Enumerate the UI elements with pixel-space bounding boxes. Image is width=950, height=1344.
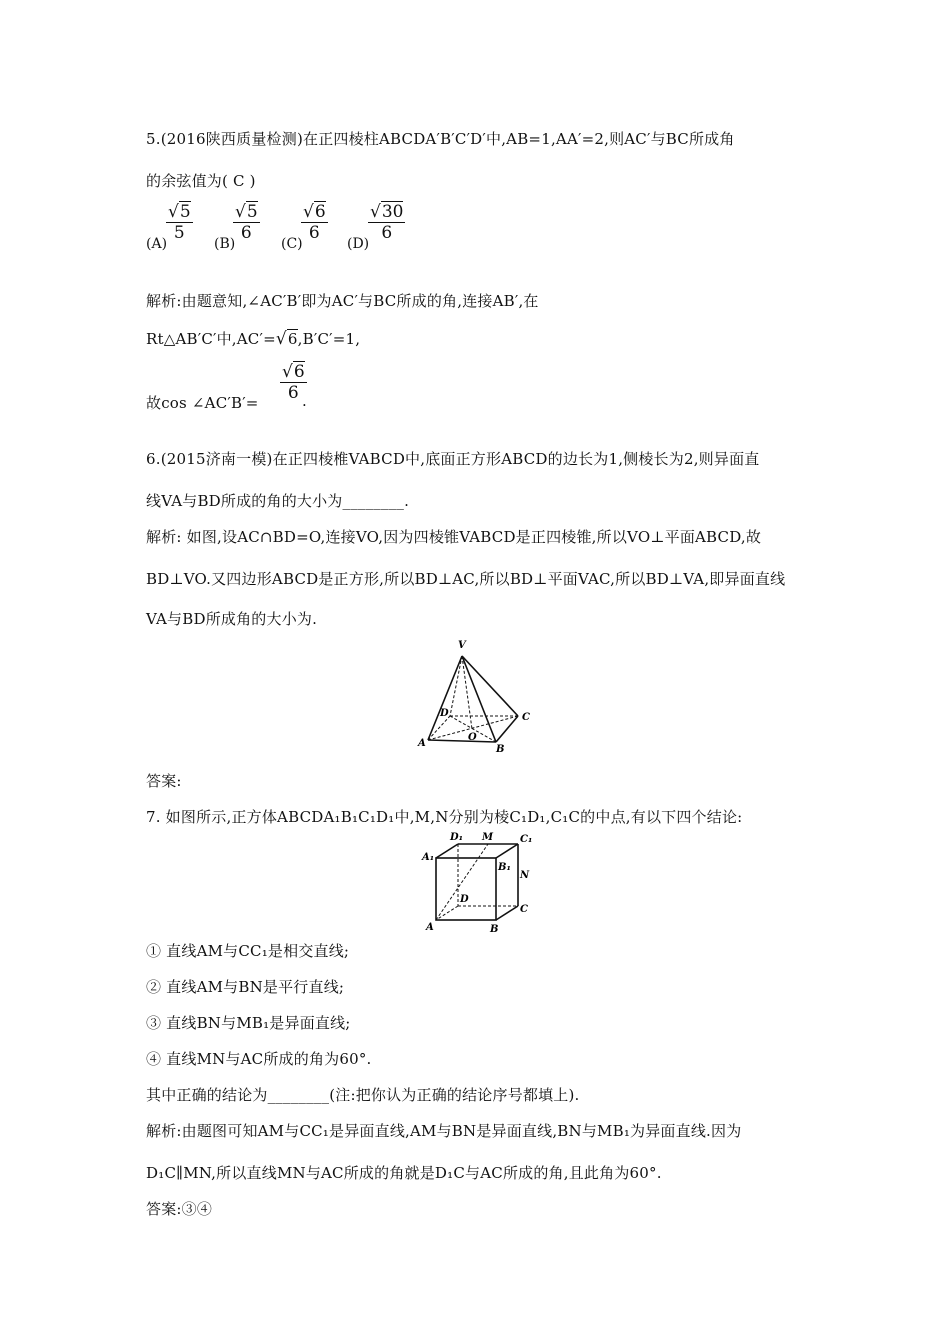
q7-fill-blank: 其中正确的结论为________(注:把你认为正确的结论序号都填上).	[146, 1086, 580, 1104]
q5-stem-line1: 5.(2016陕西质量检测)在正四棱柱ABCDA′B′C′D′中,AB=1,AA′=2,则AC′与BC所成角	[146, 130, 735, 148]
q6-answer: 答案:	[146, 772, 182, 790]
q7-solution-line2: D₁C∥MN,所以直线MN与AC所成的角就是D₁C与AC所成的角,且此角为60°.	[146, 1164, 662, 1182]
vertex-v-label: V	[458, 640, 466, 651]
cube-d1-label: D₁	[450, 832, 464, 843]
pyramid-figure	[410, 636, 540, 752]
q6-solution-line3: VA与BD所成角的大小为.	[146, 610, 318, 628]
q7-solution-line1: 解析:由题图可知AM与CC₁是异面直线,AM与BN是异面直线,BN与MB₁为异面直线.因为	[146, 1122, 742, 1140]
q7-statement-1: ① 直线AM与CC₁是相交直线;	[146, 942, 350, 960]
cube-d-label: D	[460, 894, 469, 905]
q7-statement-2: ② 直线AM与BN是平行直线;	[146, 978, 345, 996]
option-b-label: (B)	[214, 236, 236, 252]
q5-solution-period: .	[302, 392, 307, 410]
q5-solution-line3: 故cos ∠AC′B′=	[146, 394, 259, 412]
cube-figure	[420, 830, 540, 938]
option-a-label: (A)	[146, 236, 168, 252]
option-c-fraction: $\frac{√6}{6}$	[303, 202, 326, 243]
q7-statement-4: ④ 直线MN与AC所成的角为60°.	[146, 1050, 372, 1068]
option-d-fraction: $\frac{√30}{6}$	[370, 202, 404, 243]
q6-stem-line2: 线VA与BD所成的角的大小为________.	[146, 492, 410, 510]
q5-solution-fraction: $\frac{√6}{6}$	[282, 362, 305, 403]
q7-stem: 7. 如图所示,正方体ABCDA₁B₁C₁D₁中,M,N分别为棱C₁D₁,C₁C的中点,有以下四个结论:	[146, 808, 743, 826]
cube-c-label: C	[520, 904, 528, 915]
q7-answer: 答案:③④	[146, 1200, 213, 1218]
point-o-label: O	[468, 732, 477, 743]
option-d-label: (D)	[347, 236, 370, 252]
cube-b-label: B	[490, 924, 499, 935]
cube-a-label: A	[426, 922, 434, 933]
q7-statement-3: ③ 直线BN与MB₁是异面直线;	[146, 1014, 351, 1032]
q6-solution-line1: 解析: 如图,设AC∩BD=O,连接VO,因为四棱锥VABCD是正四棱锥,所以VO⊥平面ABCD,故	[146, 528, 762, 546]
vertex-a-label: A	[418, 738, 426, 749]
option-b-fraction: $\frac{√5}{6}$	[235, 202, 258, 243]
option-c-label: (C)	[281, 236, 303, 252]
cube-a1-label: A₁	[422, 852, 435, 863]
q5-solution-line1: 解析:由题意知,∠AC′B′即为AC′与BC所成的角,连接AB′,在	[146, 292, 539, 310]
cube-m-label: M	[482, 832, 494, 843]
q5-solution-line2: Rt△AB′C′中,AC′=√6,B′C′=1,	[146, 329, 361, 349]
vertex-d-label: D	[440, 708, 449, 719]
cube-b1-label: B₁	[498, 862, 511, 873]
vertex-b-label: B	[496, 744, 505, 752]
cube-n-label: N	[520, 870, 530, 881]
cube-c1-label: C₁	[520, 834, 533, 845]
vertex-c-label: C	[522, 712, 530, 723]
q5-stem-line2: 的余弦值为( C )	[146, 172, 256, 190]
option-a-fraction: $\frac{√5}{5}$	[168, 202, 191, 243]
q6-solution-line2: BD⊥VO.又四边形ABCD是正方形,所以BD⊥AC,所以BD⊥平面VAC,所以BD⊥VA,即异面直线	[146, 570, 786, 588]
q6-stem-line1: 6.(2015济南一模)在正四棱椎VABCD中,底面正方形ABCD的边长为1,侧棱长为2,则异面直	[146, 450, 760, 468]
